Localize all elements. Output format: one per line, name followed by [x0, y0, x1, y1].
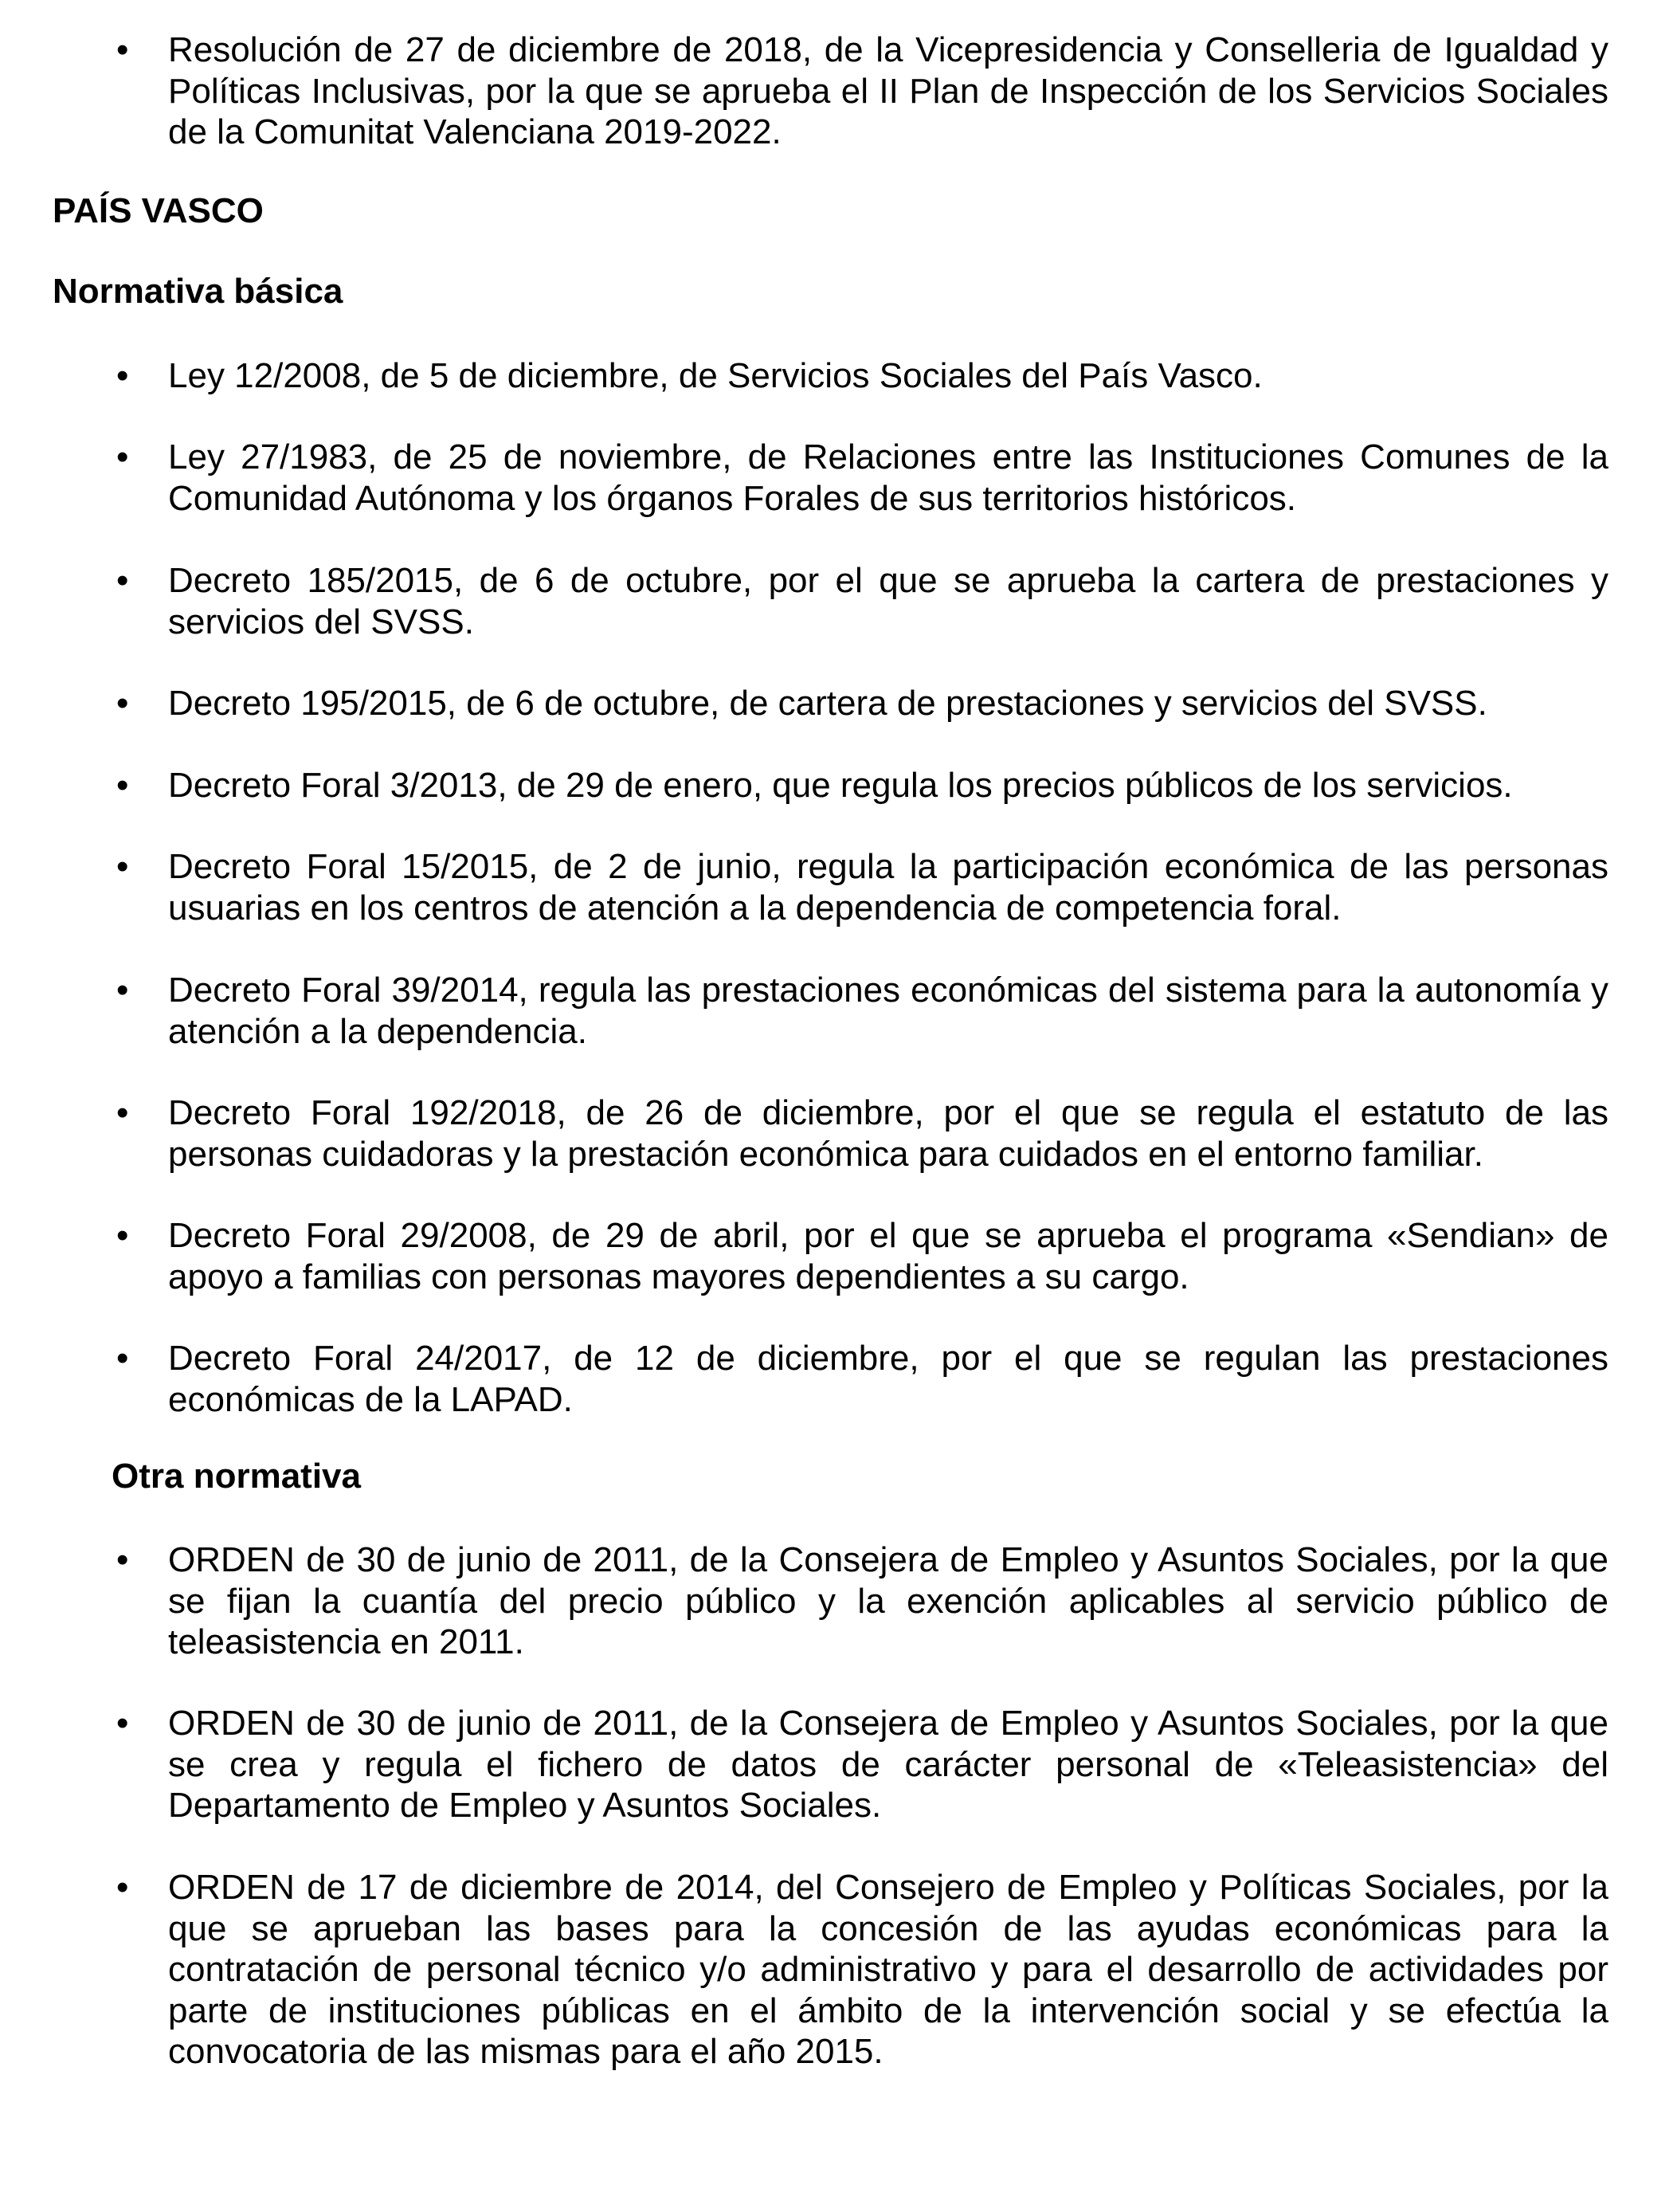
list-bullet: •	[116, 1093, 129, 1132]
list-item: Decreto Foral 192/2018, de 26 de diciembre, por el que se regula el estatuto de las personas cuidadoras y la prestación económica para cuidados en el entorno familiar.	[168, 1093, 1608, 1174]
list-item: Resolución de 27 de diciembre de 2018, de la Vicepresidencia y Conselleria de Igualdad y Políticas Inclusivas, por la que se aprueba el II Plan de Inspección de los Servicios Sociales de la Comunitat Valenciana 2019-2022.	[168, 30, 1608, 151]
list-bullet: •	[116, 561, 129, 600]
list-bullet: •	[116, 1216, 129, 1255]
subheading-normativa-basica: Normativa básica	[53, 272, 343, 311]
subheading-otra-normativa: Otra normativa	[112, 1457, 361, 1496]
list-item: Decreto Foral 24/2017, de 12 de diciembre, por el que se regulan las prestaciones económicas de la LAPAD.	[168, 1339, 1608, 1419]
list-item: Ley 12/2008, de 5 de diciembre, de Servicios Sociales del País Vasco.	[168, 356, 1263, 395]
list-bullet: •	[116, 684, 129, 723]
list-item: Decreto Foral 15/2015, de 2 de junio, regula la participación económica de las personas usuarias en los centros de atención a la dependencia de competencia foral.	[168, 847, 1608, 928]
list-item: Decreto 195/2015, de 6 de octubre, de cartera de prestaciones y servicios del SVSS.	[168, 684, 1487, 723]
list-bullet: •	[116, 766, 129, 805]
list-item: ORDEN de 17 de diciembre de 2014, del Consejero de Empleo y Políticas Sociales, por la que se aprueban las bases para la concesión de las ayudas económicas para la contratación de personal técnico y/o administrativo y para el desarrollo de actividades por parte de instituciones públicas en el ámbito de la intervención social y se efectúa la convocatoria de las mismas para el año 2015.	[168, 1868, 1608, 2071]
list-item: ORDEN de 30 de junio de 2011, de la Consejera de Empleo y Asuntos Sociales, por la que se fijan la cuantía del precio público y la exención aplicables al servicio público de teleasistencia en 2011.	[168, 1540, 1608, 1661]
list-item: ORDEN de 30 de junio de 2011, de la Consejera de Empleo y Asuntos Sociales, por la que se crea y regula el fichero de datos de carácter personal de «Teleasistencia» del Departamento de Empleo y Asuntos Sociales.	[168, 1704, 1608, 1825]
list-bullet: •	[116, 1868, 129, 1907]
list-bullet: •	[116, 1704, 129, 1743]
list-bullet: •	[116, 1339, 129, 1378]
list-bullet: •	[116, 971, 129, 1010]
list-item: Ley 27/1983, de 25 de noviembre, de Relaciones entre las Instituciones Comunes de la Comunidad Autónoma y los órganos Forales de sus territorios históricos.	[168, 437, 1608, 518]
list-item: Decreto 185/2015, de 6 de octubre, por el que se aprueba la cartera de prestaciones y servicios del SVSS.	[168, 561, 1608, 641]
section-title: PAÍS VASCO	[53, 191, 264, 230]
list-bullet: •	[116, 30, 129, 69]
list-item: Decreto Foral 39/2014, regula las prestaciones económicas del sistema para la autonomía y atención a la dependencia.	[168, 971, 1608, 1051]
list-item: Decreto Foral 3/2013, de 29 de enero, que regula los precios públicos de los servicios.	[168, 766, 1513, 805]
list-item: Decreto Foral 29/2008, de 29 de abril, por el que se aprueba el programa «Sendian» de apoyo a familias con personas mayores dependientes a su cargo.	[168, 1216, 1608, 1296]
list-bullet: •	[116, 437, 129, 477]
list-bullet: •	[116, 1540, 129, 1579]
list-bullet: •	[116, 356, 129, 395]
list-bullet: •	[116, 847, 129, 886]
